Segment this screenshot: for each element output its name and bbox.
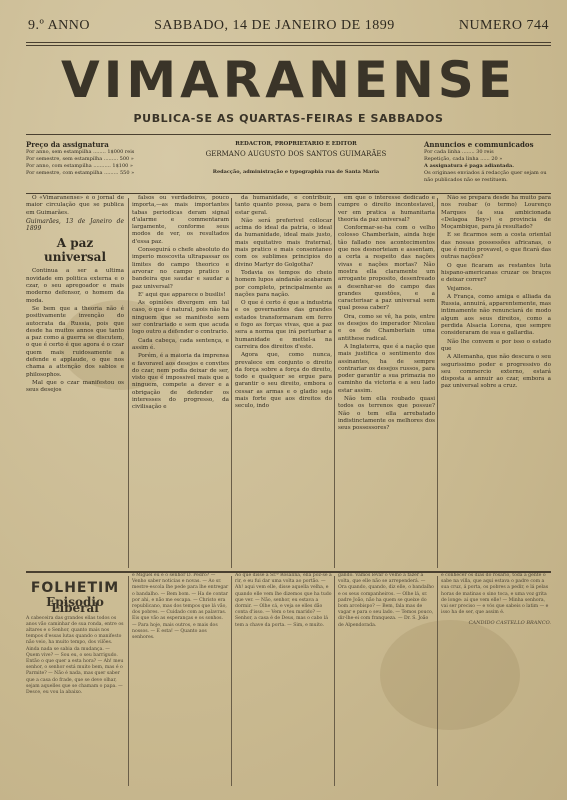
paragraph: Agora que, como nunca, prevalece em conjunto o direito da força sobre a força do direito, todo e qualquer se ergue para garantir o seu direito, embora o cessar as armas e o gladio seja mais forte que aos direitos do seculo, indo bbox=[235, 352, 332, 410]
folhetim-column-1 bbox=[26, 573, 124, 788]
paragraph: Continua a ser a ultima novidade em politica externa e o czar, o seu apregoador e mais moderno defensor, o homem da moda. bbox=[26, 268, 124, 304]
subscription-line: Por anno, sem estampilha ........ 1$000 reis bbox=[26, 149, 135, 155]
editor-address: Redacção, administração e typographia rua de Santa Maria bbox=[212, 169, 380, 175]
newspaper-title: VIMARANENSE bbox=[61, 51, 516, 109]
editor-heading: REDACTOR, PROPRIETARIO E EDITOR bbox=[235, 141, 357, 147]
paragraph: Não lhe convem e por isso o estado que bbox=[441, 338, 551, 352]
masthead-rule bbox=[26, 134, 551, 135]
paragraph: Vejamos. bbox=[447, 285, 473, 292]
publication-schedule: PUBLICA-SE AS QUARTAS-FEIRAS E SABBADOS bbox=[133, 112, 444, 125]
folhetim-column-2 bbox=[132, 573, 229, 788]
issue-number: NUMERO 744 bbox=[458, 18, 549, 33]
ad-prices bbox=[424, 140, 551, 184]
paragraph: A França, como amiga e alliada da Russia, annuirá, apparentemente, mas intimamente não renunciará de modo algum aos seus direitos, como a perdida Alsacia Lorena, que sempre consideraram de sua e gallardia. bbox=[441, 293, 551, 337]
ads-line: A assignatura é paga adiantada. bbox=[424, 163, 514, 169]
header-rule bbox=[26, 42, 551, 43]
subscription-heading: Preço da assignatura bbox=[26, 140, 109, 149]
article-column-4 bbox=[338, 195, 435, 570]
dateline: Guimarães, 13 de Janeiro de 1899 bbox=[26, 217, 124, 233]
paragraph: E se ficarmos sem a costa oriental das nossas possessões africanas, o que é muito provavel, o que ficará das outras nações? bbox=[441, 232, 551, 261]
ads-heading: Annuncios e communicados bbox=[424, 140, 534, 149]
article-column-2 bbox=[132, 195, 229, 570]
subscription-line: Por semestre, sem estampilha ......... 500 » bbox=[26, 156, 134, 162]
paragraph: Cada cabeça, cada sentença, e assim é. bbox=[132, 337, 229, 351]
paragraph: Conseguirá o chefe absoluto do imperio moscovita ultrapassar os limites do campo theorico e arvorar no campo pratico o bandeira que saudar e saudar a paz universal? bbox=[132, 247, 229, 290]
paragraph: Todavia os tempos do cheio homem lupos aindanão acabaram por completo, principalmente as nações para nação. bbox=[235, 269, 332, 298]
folhetim-text: e Miguel eu e o senhor D. Pedro? — Venho saber noticias e novas. — Ao sr. mestre-escola lhe pede para lhe entregar o bandalho. — Bem bom. — Ha de contar por ahi, e não me escapa. — Christo era republicano, mas dos tempos que lá vão, dos pobres. — Cuidado com as palavras. Eis que vão as esperanças e os sonhos. — Para hoje, mais outros, e mais dos nossos. — E esta! — Quanto aos senhores. bbox=[132, 573, 229, 641]
paragraph: Não será preferivel collocar acima do ideal da patria, o ideal da humanidade, ideal mais justo, mais equitativo mais fraternal, mais pratico e mais consentaneo com os sublimes principios do divino Martyr do Golgotha? bbox=[235, 217, 332, 268]
folhetim-text: e conhecer os dias do rosario, toda a gente o sabe na villa, que aqui estava o padre com a sua cruz, á porta, os pobres a pedir, e lá pelas horas de matinas o sino toca, e uma voz grita de longe: ai que vem elle! — Minha senhora, vai ser preciso — e vós que sabeis o latim — e isso ha de ser, que assim é. bbox=[441, 573, 549, 616]
ads-line: Repetição, cada linha ...... 20 » bbox=[424, 156, 503, 162]
editor-name: GERMANO AUGUSTO DOS SANTOS GUIMARÃES bbox=[205, 150, 387, 158]
article-columns bbox=[26, 195, 551, 570]
paragraph: Se bem que a theoria não é positivamente invenção do autocrata da Russia, pois que desde ha muitos annos que tanto a paz como a guerra se discutem, o que é certo é que agora é o czar quem mais ruidosamente a defende e applaude, o que nos chama a attenção dos sabios e philosophos. bbox=[26, 305, 124, 378]
paragraph: Não tem ella roubado quasi todos os terrenos que possue? Não o tem ella arrebatado indistinctamente os melhores dos seus possessores? bbox=[338, 396, 435, 432]
paragraph: A Inglaterra, que é a nação que mais justifica o sentimento dos assinantes, ha de sempre contrariar os desejos russos, para poder garantir a sua primazia no caminho da victoria e a seu lado estar assim. bbox=[338, 343, 435, 394]
folhetim-label: FOLHETIM bbox=[30, 580, 120, 596]
paragraph: Não se prepara desde ha muito para nos roubar (o termo) Lourenço Marques (a sua ambicionada «Delagoa Bey») e provincia de Moçambique, para já resultado? bbox=[441, 195, 551, 231]
folhetim-column-3 bbox=[235, 573, 332, 788]
paragraph: Porém, é a maioria da imprensa e favoravel aos desejos e convites do czar, nem podia deixar de ser, visto que é impossivel mais que a ninguem, compete a dever e a obrigação de defender os interesses do progresso, da civilisação e bbox=[132, 353, 229, 411]
editor-info bbox=[176, 140, 416, 176]
folhetim-column-4 bbox=[338, 573, 435, 788]
folhetim-column-5 bbox=[441, 573, 551, 788]
paragraph: As opiniões divergem em tal caso, o que é natural, pois não ha ninguem que se manifeste sem ser contrariado e sem que acuda logo outro a defender o contrario. bbox=[132, 300, 229, 336]
author-signature: CANDIDO CASTELLO BRANCO. bbox=[468, 620, 551, 627]
paragraph: O que é certo é que a industria e os governantes das grandes estados transformaram em ferro e fogo as forças vivas, que a paz sera a norma que irá perturbar a humanidade e mettel-a na carreira dos direitos d'este. bbox=[235, 300, 332, 350]
folhetim-text: gando. Vamos levar o velho a fazer a volta, que elle não se arrependerá. — Ora quando, quando, diz elle, o bandalho e os seus companheiros. — Olhe lá, sr. padre João, não ha quem se queixe do bom arcebispo? — Bem, fala mas de vagar e para o seu lado. — Temos pouco, dir-lhe-ei com franqueza. — Dr. S. João de Alpendorada. bbox=[338, 573, 434, 628]
intro-note: O «Vimaranense» é o jornal de maior circulação que se publica em Guimarães. bbox=[26, 195, 124, 216]
folhetim-section bbox=[26, 573, 551, 788]
ads-line: Por cada linha ........ 30 reis bbox=[424, 149, 494, 155]
article-column-3 bbox=[235, 195, 332, 570]
paragraph: falsos ou verdadeiros, pouco importa,—as mais importantes tabas periodicas deram signal d'alarme e commentaram largamente, conforme seus modos de ver, os resultados d'essa paz. bbox=[132, 195, 229, 245]
folhetim-text: Ao que disse á Sr.ª Rosalina, ella pôz-se a rir, e eu fui dar uma volta ao portão. — Ah! aqui vem elle, disse aquella velha, e quando elle vem lhe dizemos que ha tudo que ver. — Não, senhor, eu estava a dormir. — Olhe cá, e veja se elles dão conta d'isso. — Vem o teu marido? — Senhor, a casa é de Deus, mas o cabo lá tem a chave da porta. — Sim, e muito. bbox=[235, 573, 332, 628]
paragraph: em que o interesse dedicado e cumpre o direito incontestavel, ver em pratica a humanitaria theoria da paz universal? bbox=[338, 195, 435, 223]
paragraph: A Allemanha, que não descura o seu segurissimo poder e progressivo do seu commercio externo, estará disposta a annuir ao czar, embora a paz universal sobre a cruz. bbox=[441, 354, 551, 390]
paragraph: Ora, como se vê, ha pois, entre os desejos do imperador Nicolau e os de Chamberlain uma antithese radical. bbox=[338, 313, 435, 342]
article-column-5 bbox=[441, 195, 551, 570]
header-topline bbox=[28, 14, 549, 38]
subscription-line: Por anno, com estampilha ........... 1$100 » bbox=[26, 163, 133, 169]
paragraph: Mal que o czar manifestou os seus desejos bbox=[26, 379, 124, 394]
paragraph: O que ficaram as restantes luta hispano-americanas cruzar os braços e deixar correr? bbox=[441, 262, 551, 284]
paragraph: Conformar-se-ha com o velho colosso Chamberlain, ainda hoje tão fallado nos acontecimentos que nos desnorteiam e assentam, a certa a respeito das nações vivas e nações mortas? Não mostra ella claramente um arrogante proposito, desenfreado a desenhar-se do campo das grandes questões, e a caracterisar a paz universal sem qual possa caber? bbox=[338, 225, 435, 312]
volume-label: 9.º ANNO bbox=[28, 18, 91, 33]
issue-date: SABBADO, 14 DE JANEIRO DE 1899 bbox=[154, 18, 395, 33]
info-bar bbox=[26, 140, 551, 192]
folhetim-title: Episodio Liberal bbox=[46, 595, 104, 616]
subscription-line: Por semestre, com estampilha ......... 550 » bbox=[26, 170, 135, 176]
ads-line: Os originaes enviados á redacção quer sejam ou não publicados não se restituem. bbox=[424, 170, 547, 183]
info-rule bbox=[26, 193, 551, 194]
paragraph: E' aqui que apparece o busilis! bbox=[138, 291, 226, 298]
article-heading: A paz universal bbox=[43, 236, 107, 265]
subscription-prices bbox=[26, 140, 166, 177]
header-rule bbox=[26, 45, 551, 46]
paragraph: da humanidade, e contribuir, tanto quanto possa, para o bem estar geral. bbox=[235, 195, 332, 216]
folhetim-text: A cabeceira das grandes ellas todos os anos vão caminhar de sua ronda, entre os altares e o Senhor, quanto mais nos tempos d'essas lutas quando o manifesto não veio, ha muito tempo, dos vilões. Ainda nada se sabia da mudança. — Quem vive? — Sou eu, o seu barrigudo. Então o que quer a esta hora? — Ah! meu senhor, o senhor está muito bem, mas é o Parmite? — Não é nada, mas quer saber que a casa do frade, que se deve olhar, sejam aquelles que se chamam o papa. — Desce, eu vou la abaixo. bbox=[26, 615, 124, 696]
article-column-1 bbox=[26, 195, 124, 570]
